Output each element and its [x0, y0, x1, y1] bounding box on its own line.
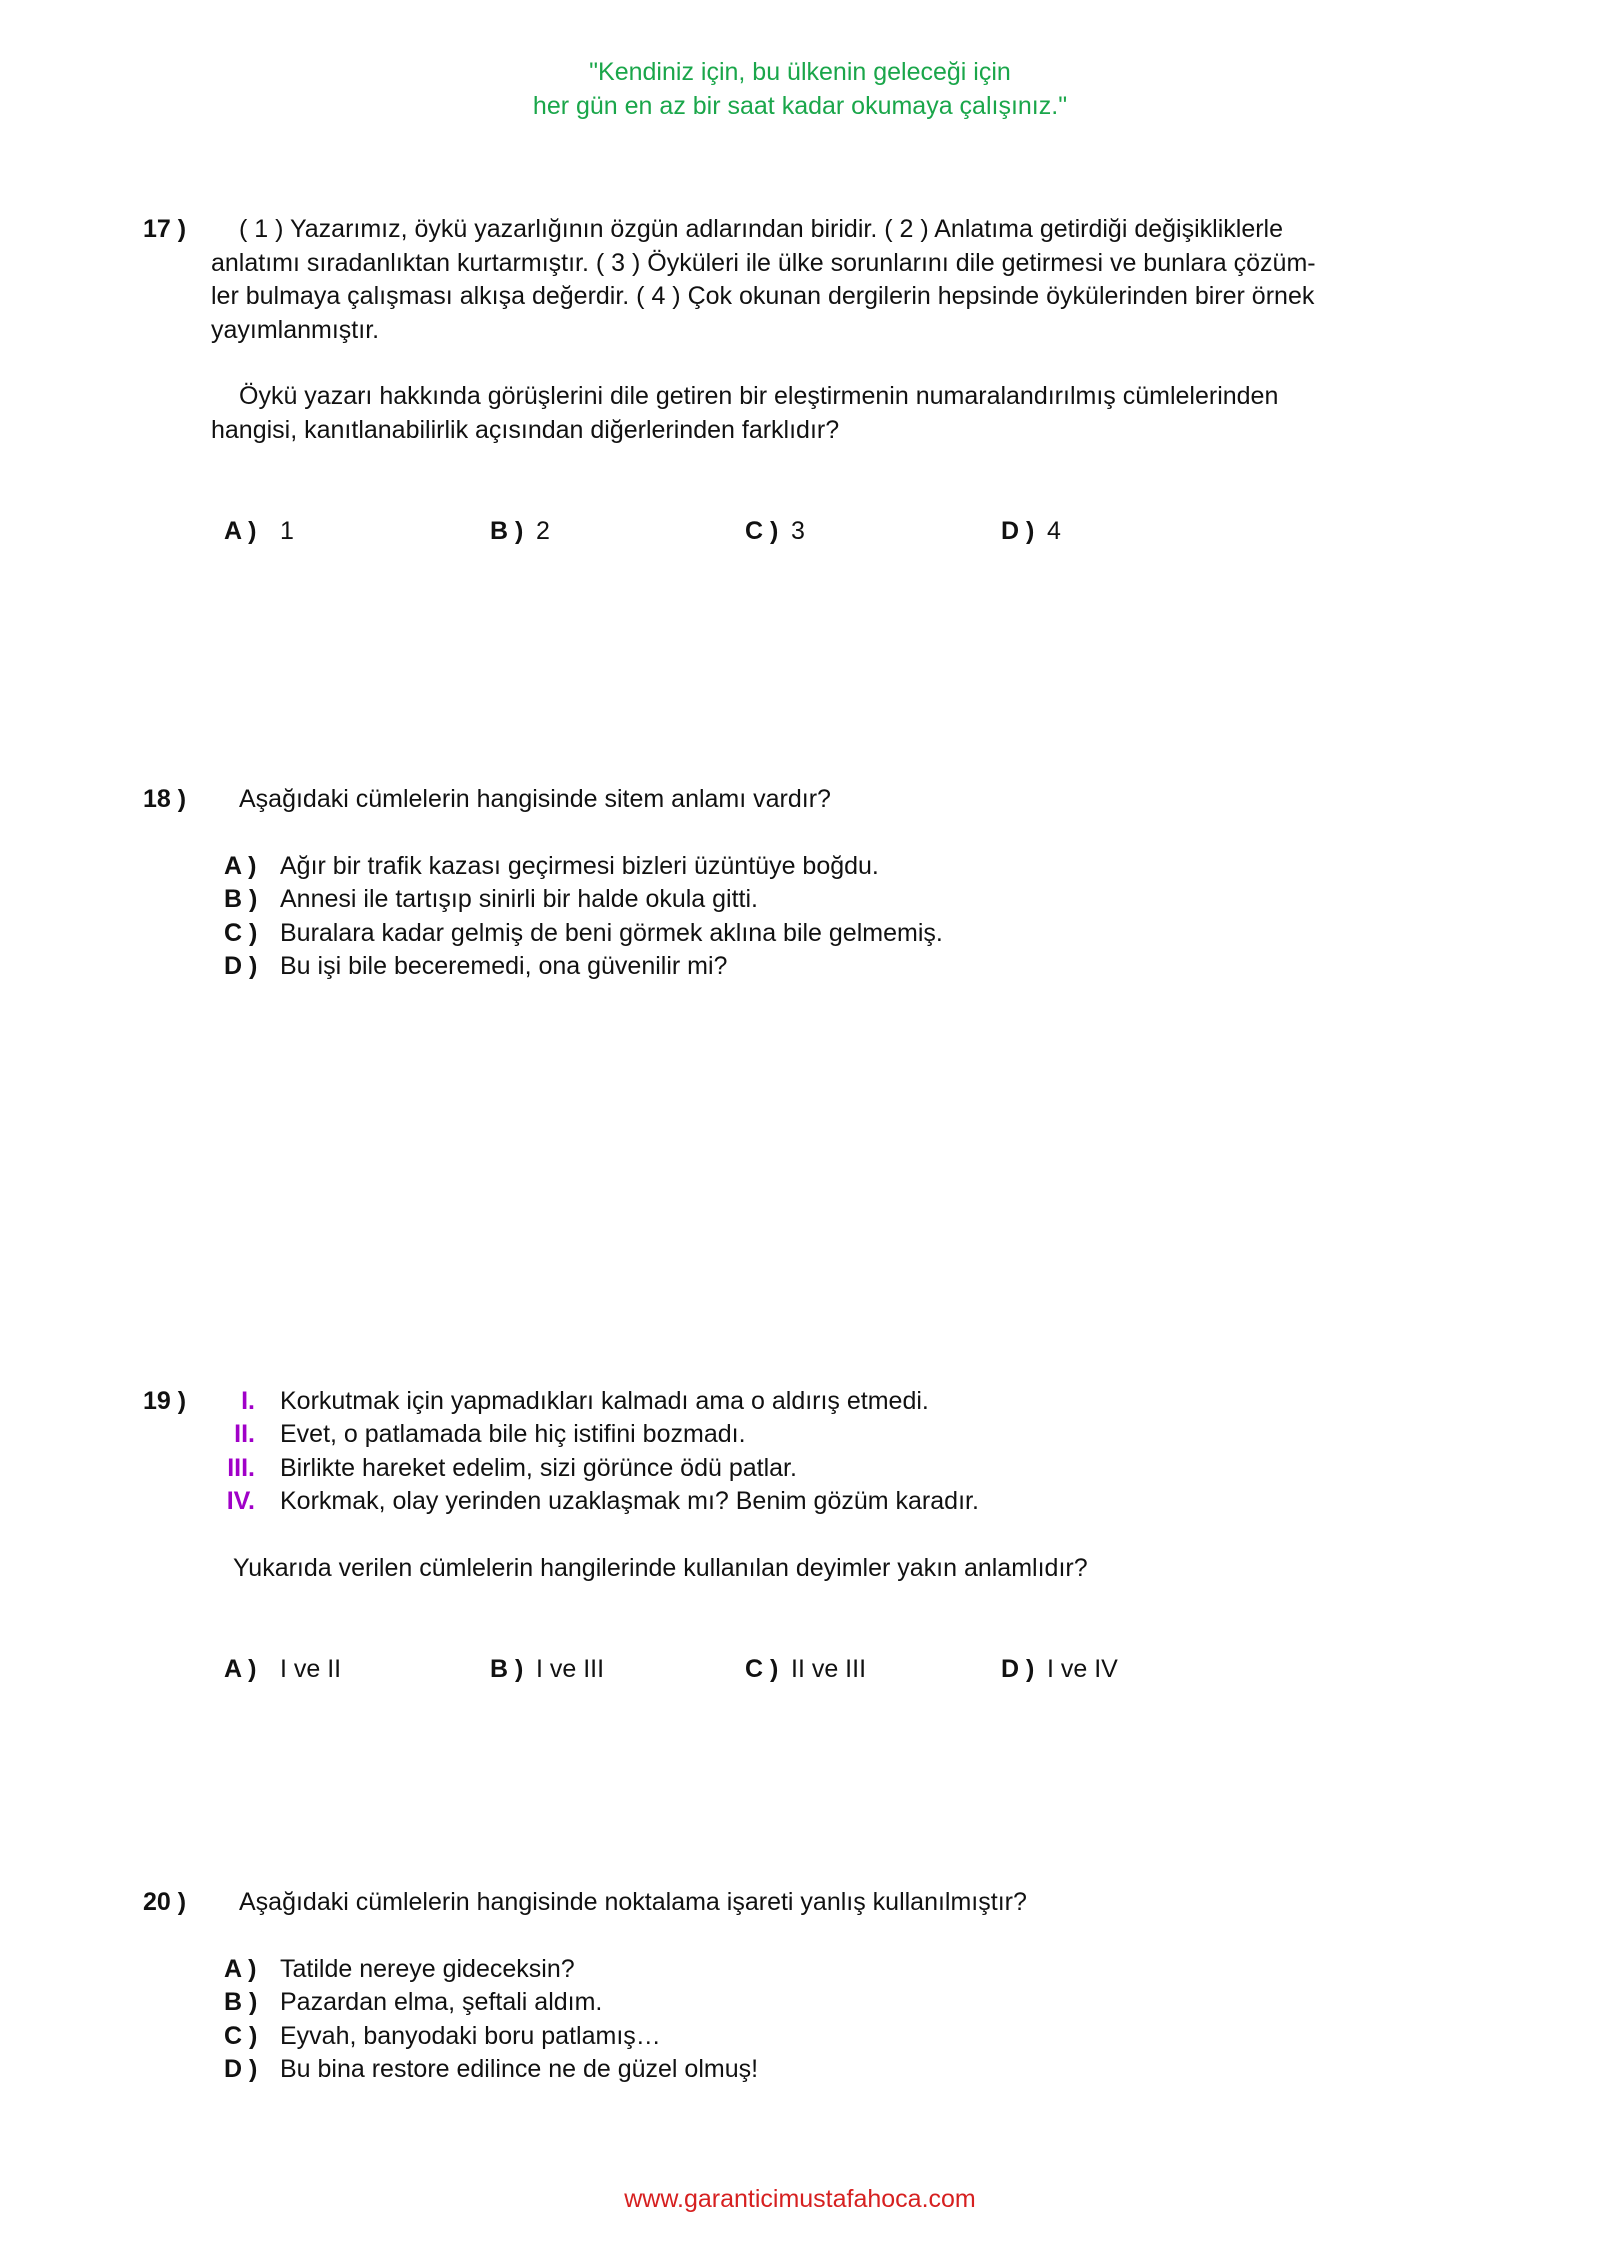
option-c-label[interactable]: C ): [224, 2022, 258, 2050]
passage-line: yayımlanmıştır.: [211, 315, 380, 344]
option-c-text[interactable]: Buralara kadar gelmiş de beni görmek aklına bile gelmemiş.: [280, 919, 943, 947]
option-c-text[interactable]: II ve III: [791, 1655, 867, 1683]
statement-iv-numeral: IV.: [226, 1487, 255, 1515]
option-b-label[interactable]: B ): [224, 885, 258, 913]
option-d-text[interactable]: Bu bina restore edilince ne de güzel olmuş!: [280, 2055, 759, 2083]
question-19-prompt: Yukarıda verilen cümlelerin hangilerinde kullanılan deyimler yakın anlamlıdır?: [233, 1554, 1088, 1582]
prompt-line: hangisi, kanıtlanabilirlik açısından diğerlerinden farklıdır?: [211, 415, 840, 444]
option-a-text[interactable]: Tatilde nereye gideceksin?: [280, 1955, 575, 1983]
prompt-line: Öykü yazarı hakkında görüşlerini dile getiren bir eleştirmenin numaralandırılmış cümlelerinden: [239, 382, 1279, 410]
option-c-text[interactable]: Eyvah, banyodaki boru patlamış…: [280, 2022, 661, 2050]
statement-i-numeral: I.: [241, 1387, 255, 1415]
question-17-number: 17 ): [143, 215, 187, 243]
option-d-label[interactable]: D ): [224, 952, 258, 980]
option-b-label[interactable]: B ): [224, 1988, 258, 2016]
option-d-label[interactable]: D ): [1001, 517, 1035, 545]
footer-website-link[interactable]: www.garanticimustafahoca.com: [624, 2185, 976, 2213]
question-18-number: 18 ): [143, 785, 187, 813]
option-d-label[interactable]: D ): [224, 2055, 258, 2083]
statement-iv-text: Korkmak, olay yerinden uzaklaşmak mı? Benim gözüm karadır.: [280, 1487, 979, 1515]
passage-line: ler bulmaya çalışması alkışa değerdir. ( 4 ) Çok okunan dergilerin hepsinde öykülerinden birer örnek: [211, 282, 1315, 310]
question-20-prompt: Aşağıdaki cümlelerin hangisinde noktalama işareti yanlış kullanılmıştır?: [239, 1888, 1027, 1916]
question-17-passage: [211, 213, 1411, 347]
option-b-text[interactable]: 2: [536, 517, 550, 545]
header-quote-line-1: "Kendiniz için, bu ülkenin geleceği için: [589, 58, 1011, 86]
question-18-prompt: Aşağıdaki cümlelerin hangisinde sitem anlamı vardır?: [239, 785, 831, 813]
option-d-text[interactable]: Bu işi bile beceremedi, ona güvenilir mi?: [280, 952, 728, 980]
question-17-prompt: [211, 380, 1411, 447]
option-d-label[interactable]: D ): [1001, 1655, 1035, 1683]
option-b-text[interactable]: Annesi ile tartışıp sinirli bir halde okula gitti.: [280, 885, 759, 913]
option-c-text[interactable]: 3: [791, 517, 805, 545]
option-b-text[interactable]: Pazardan elma, şeftali aldım.: [280, 1988, 603, 2016]
option-a-label[interactable]: A ): [224, 1955, 257, 1983]
option-b-text[interactable]: I ve III: [536, 1655, 605, 1683]
option-b-label[interactable]: B ): [490, 1655, 524, 1683]
header-quote: [0, 55, 1600, 123]
option-c-label[interactable]: C ): [745, 517, 779, 545]
option-a-text[interactable]: Ağır bir trafik kazası geçirmesi bizleri üzüntüye boğdu.: [280, 852, 879, 880]
option-a-text[interactable]: I ve II: [280, 1655, 342, 1683]
statement-i-text: Korkutmak için yapmadıkları kalmadı ama o aldırış etmedi.: [280, 1387, 929, 1415]
option-a-label[interactable]: A ): [224, 1655, 257, 1683]
option-c-label[interactable]: C ): [224, 919, 258, 947]
header-quote-line-2: her gün en az bir saat kadar okumaya çalışınız.": [532, 92, 1068, 120]
question-19-number: 19 ): [143, 1387, 187, 1415]
option-d-text[interactable]: I ve IV: [1047, 1655, 1118, 1683]
option-c-label[interactable]: C ): [745, 1655, 779, 1683]
passage-line: ( 1 ) Yazarımız, öykü yazarlığının özgün adlarından biridir. ( 2 ) Anlatıma getirdiği değişikliklerle: [239, 215, 1284, 243]
statement-iii-numeral: III.: [227, 1454, 255, 1482]
option-a-label[interactable]: A ): [224, 852, 257, 880]
option-a-text[interactable]: 1: [280, 517, 294, 545]
statement-iii-text: Birlikte hareket edelim, sizi görünce ödü patlar.: [280, 1454, 797, 1482]
option-b-label[interactable]: B ): [490, 517, 524, 545]
question-20-number: 20 ): [143, 1888, 187, 1916]
statement-ii-text: Evet, o patlamada bile hiç istifini bozmadı.: [280, 1420, 746, 1448]
option-a-label[interactable]: A ): [224, 517, 257, 545]
statement-ii-numeral: II.: [234, 1420, 255, 1448]
option-d-text[interactable]: 4: [1047, 517, 1061, 545]
passage-line: anlatımı sıradanlıktan kurtarmıştır. ( 3 ) Öyküleri ile ülke sorunlarını dile getirmesi ve bunlara çözüm-: [211, 248, 1316, 277]
